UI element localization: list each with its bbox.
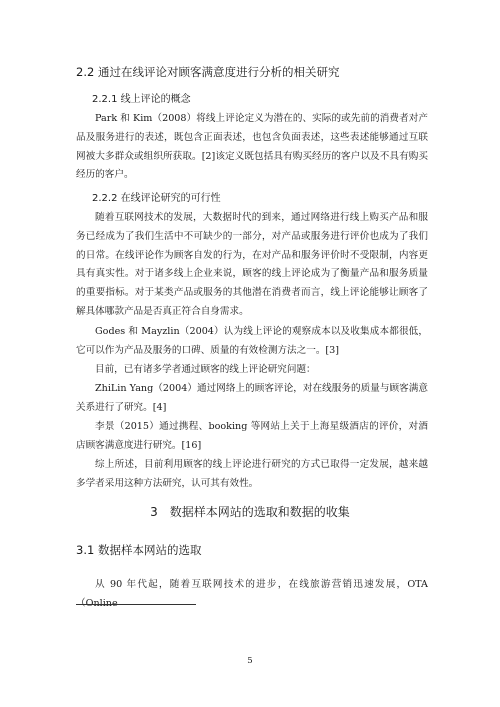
section-3-heading: 3 数据样本网站的选取和数据的收集 [150,505,350,519]
section-2-2-1-heading: 2.2.1 线上评论的概念 [92,94,191,105]
paragraph-zhilin-yang: ZhiLin Yang（2004）通过网络上的顾客评论，对在线服务的质量与顾客满意关系进行了研究。[4] [76,383,428,413]
footnote-separator [76,604,196,605]
paragraph-godes-mayzlin: Godes 和 Mayzlin（2004）认为线上评论的观察成本以及收集成本都很低，它可以作为产品及服务的口碑、质量的有效检测方法之一。[3] [76,326,428,356]
section-2-2-2-heading: 2.2.2 在线评论研究的可行性 [92,193,221,204]
paragraph-scholars-intro: 目前，已有诸多学者通过顾客的线上评论研究问题： [95,364,316,375]
paragraph-online-review-definition: Park 和 Kim（2008）将线上评论定义为潜在的、实际的或先前的消费者对产品及服务进行的表述，既包含正面表述，也包含负面表述，这些表述能够通过互联网被大多群众或组织所获取。[2]该定义既包括具有购买经历的客户以及不具有购买经历的客户。 [76,113,428,181]
paragraph-feasibility: 随着互联网技术的发展，大数据时代的到来，通过网络进行线上购买产品和服务已经成为了我们生活中不可缺少的一部分，对产品或服务进行评价也成为了我们的日常。在线评论作为顾客自发的行为，在对产品和服务评价时不受限制，内容更具有真实性。对于诸多线上企业来说，顾客的线上评论成为了衡量产品和服务质量的重要指标。对于某类产品或服务的其他潜在消费者而言，线上评论能够让顾客了解具体哪款产品是否真正符合自身需求。 [76,212,428,317]
paragraph-ota-intro: 从 90 年代起，随着互联网技术的进步，在线旅游营销迅速发展，OTA（Online [76,579,428,609]
section-3-1-heading: 3.1 数据样本网站的选取 [76,543,202,557]
page-number: 5 [247,656,253,666]
paragraph-li-jing: 李景（2015）通过携程、booking 等网站上关于上海星级酒店的评价，对酒店顾客满意度进行研究。[16] [76,421,428,451]
section-2-2-heading: 2.2 通过在线评论对顾客满意度进行分析的相关研究 [76,65,340,79]
paragraph-summary: 综上所述，目前利用顾客的线上评论进行研究的方式已取得一定发展，越来越多学者采用这种方法研究，认可其有效性。 [76,459,428,489]
